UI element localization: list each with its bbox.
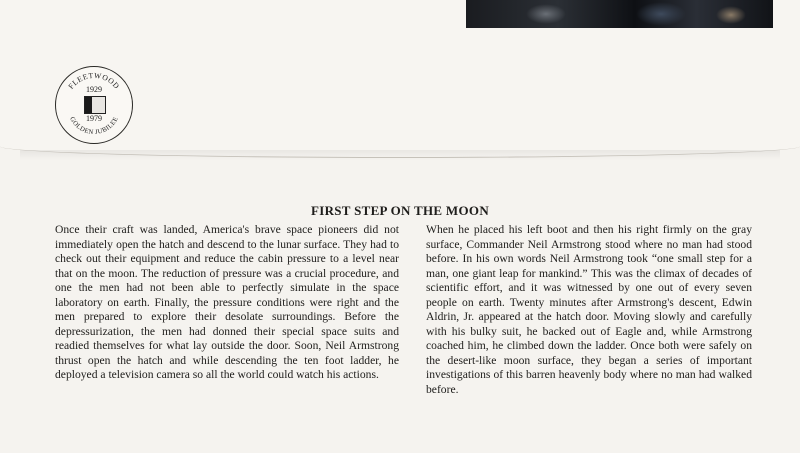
photo-detail [526, 4, 566, 24]
seal-year-start: 1929 [86, 85, 102, 94]
article-left-column: Once their craft was landed, America's brave space pioneers did not immediately open the hatch and descend to the lunar surface. They had to check out their equipment and reduce the cabin pressure to a level near that on the moon. The reduction of pressure was a crucial procedure, and one the men had not been able to perfectly simulate in the space laboratory on earth. Finally, the pressure conditions were right and the men prepared to explore their desolate surroundings. Before the depressurization, the men had donned their special space suits and readied themselves for what lay outside the door. Soon, Neil Armstrong thrust open the hatch and while descending the ten foot ladder, he deployed a television camera so all the world could watch his actions. [55, 223, 399, 382]
seal-emblem [84, 96, 106, 114]
photo-detail [716, 6, 746, 24]
article-right-column: When he placed his left boot and then his right firmly on the gray surface, Commander Neil Armstrong stood where no man had stood before. In his own words Neil Armstrong took “one small step for a man, one giant leap for mankind.” This was the climax of decades of scientific effort, and it was witnessed by one out of every seven people on earth. Twenty minutes after Armstrong's descent, Edwin Aldrin, Jr. appeared at the hatch door. Moving slowly and carefully with his bulky suit, he backed out of Eagle and, while Armstrong coached him, he climbed down the ladder. Once both were safely on the desert-like moon surface, they began a series of important investigations of this barren heavenly body where no man had walked before. [426, 223, 752, 397]
fleetwood-seal-logo [55, 66, 133, 144]
article-title: FIRST STEP ON THE MOON [310, 203, 490, 218]
seal-brand-text: FLEETWOOD [66, 70, 122, 91]
photo-detail [636, 2, 686, 26]
cachet-photo-strip [466, 0, 773, 28]
seal-subtitle-text: GOLDEN JUBILEE [68, 115, 120, 137]
seal-year-end: 1979 [86, 114, 102, 123]
flap-shadow [20, 150, 780, 160]
